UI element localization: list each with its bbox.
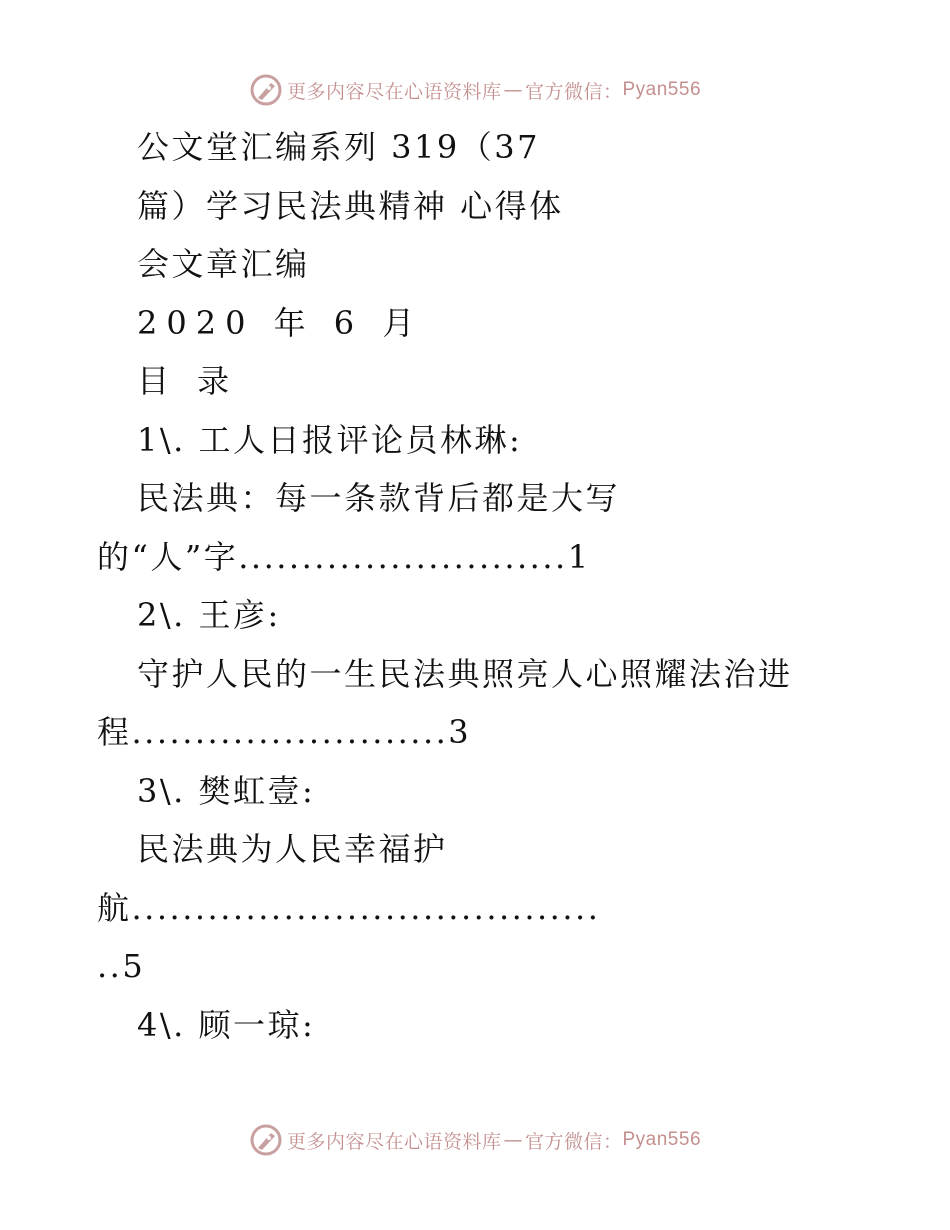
document-date: 2020 年 6 月 <box>137 303 424 342</box>
title-line-3: 会文章汇编 <box>137 245 310 283</box>
toc-entry-3-author: 3\. 樊虹壹: <box>137 771 316 810</box>
watermark-text: 更多内容尽在心语资料库 <box>286 80 502 103</box>
watermark-separator: — <box>503 79 523 101</box>
pen-logo-icon <box>249 1123 283 1157</box>
toc-entry-2-title: 守护人民的一生民法典照亮人心照耀法治进 <box>137 654 793 693</box>
toc-entry-2-author: 2\. 王彦: <box>137 596 281 634</box>
toc-entry-3-continuation-2: ..5 <box>97 947 146 985</box>
title-line-1: 公文堂汇编系列 319（37 <box>137 128 540 166</box>
toc-entry-3-title: 民法典为人民幸福护 <box>137 830 448 868</box>
watermark-header <box>0 70 950 110</box>
document-body <box>0 118 950 1054</box>
toc-heading: 目 录 <box>137 362 239 400</box>
watermark-text: 更多内容尽在心语资料库 <box>286 1130 502 1153</box>
toc-entry-3-continuation: 航..................................... <box>97 888 601 927</box>
watermark-label: 官方微信： <box>524 1130 623 1153</box>
toc-entry-1-continuation: 的“人”字..........................1 <box>97 537 591 576</box>
watermark-separator: — <box>503 1129 523 1151</box>
watermark-id: Pyan556 <box>622 79 702 100</box>
toc-entry-1-author: 1\. 工人日报评论员林琳: <box>137 420 523 459</box>
toc-entry-4-author: 4\. 顾一琼: <box>137 1005 316 1044</box>
toc-entry-1-title: 民法典：每一条款背后都是大写 <box>137 479 621 517</box>
pen-logo-icon <box>249 73 283 107</box>
toc-entry-2-continuation: 程.........................3 <box>97 713 472 751</box>
title-line-2: 篇）学习民法典精神 心得体 <box>137 186 564 225</box>
watermark-id: Pyan556 <box>622 1129 702 1150</box>
watermark-label: 官方微信： <box>524 80 623 103</box>
watermark-footer <box>0 1120 950 1160</box>
